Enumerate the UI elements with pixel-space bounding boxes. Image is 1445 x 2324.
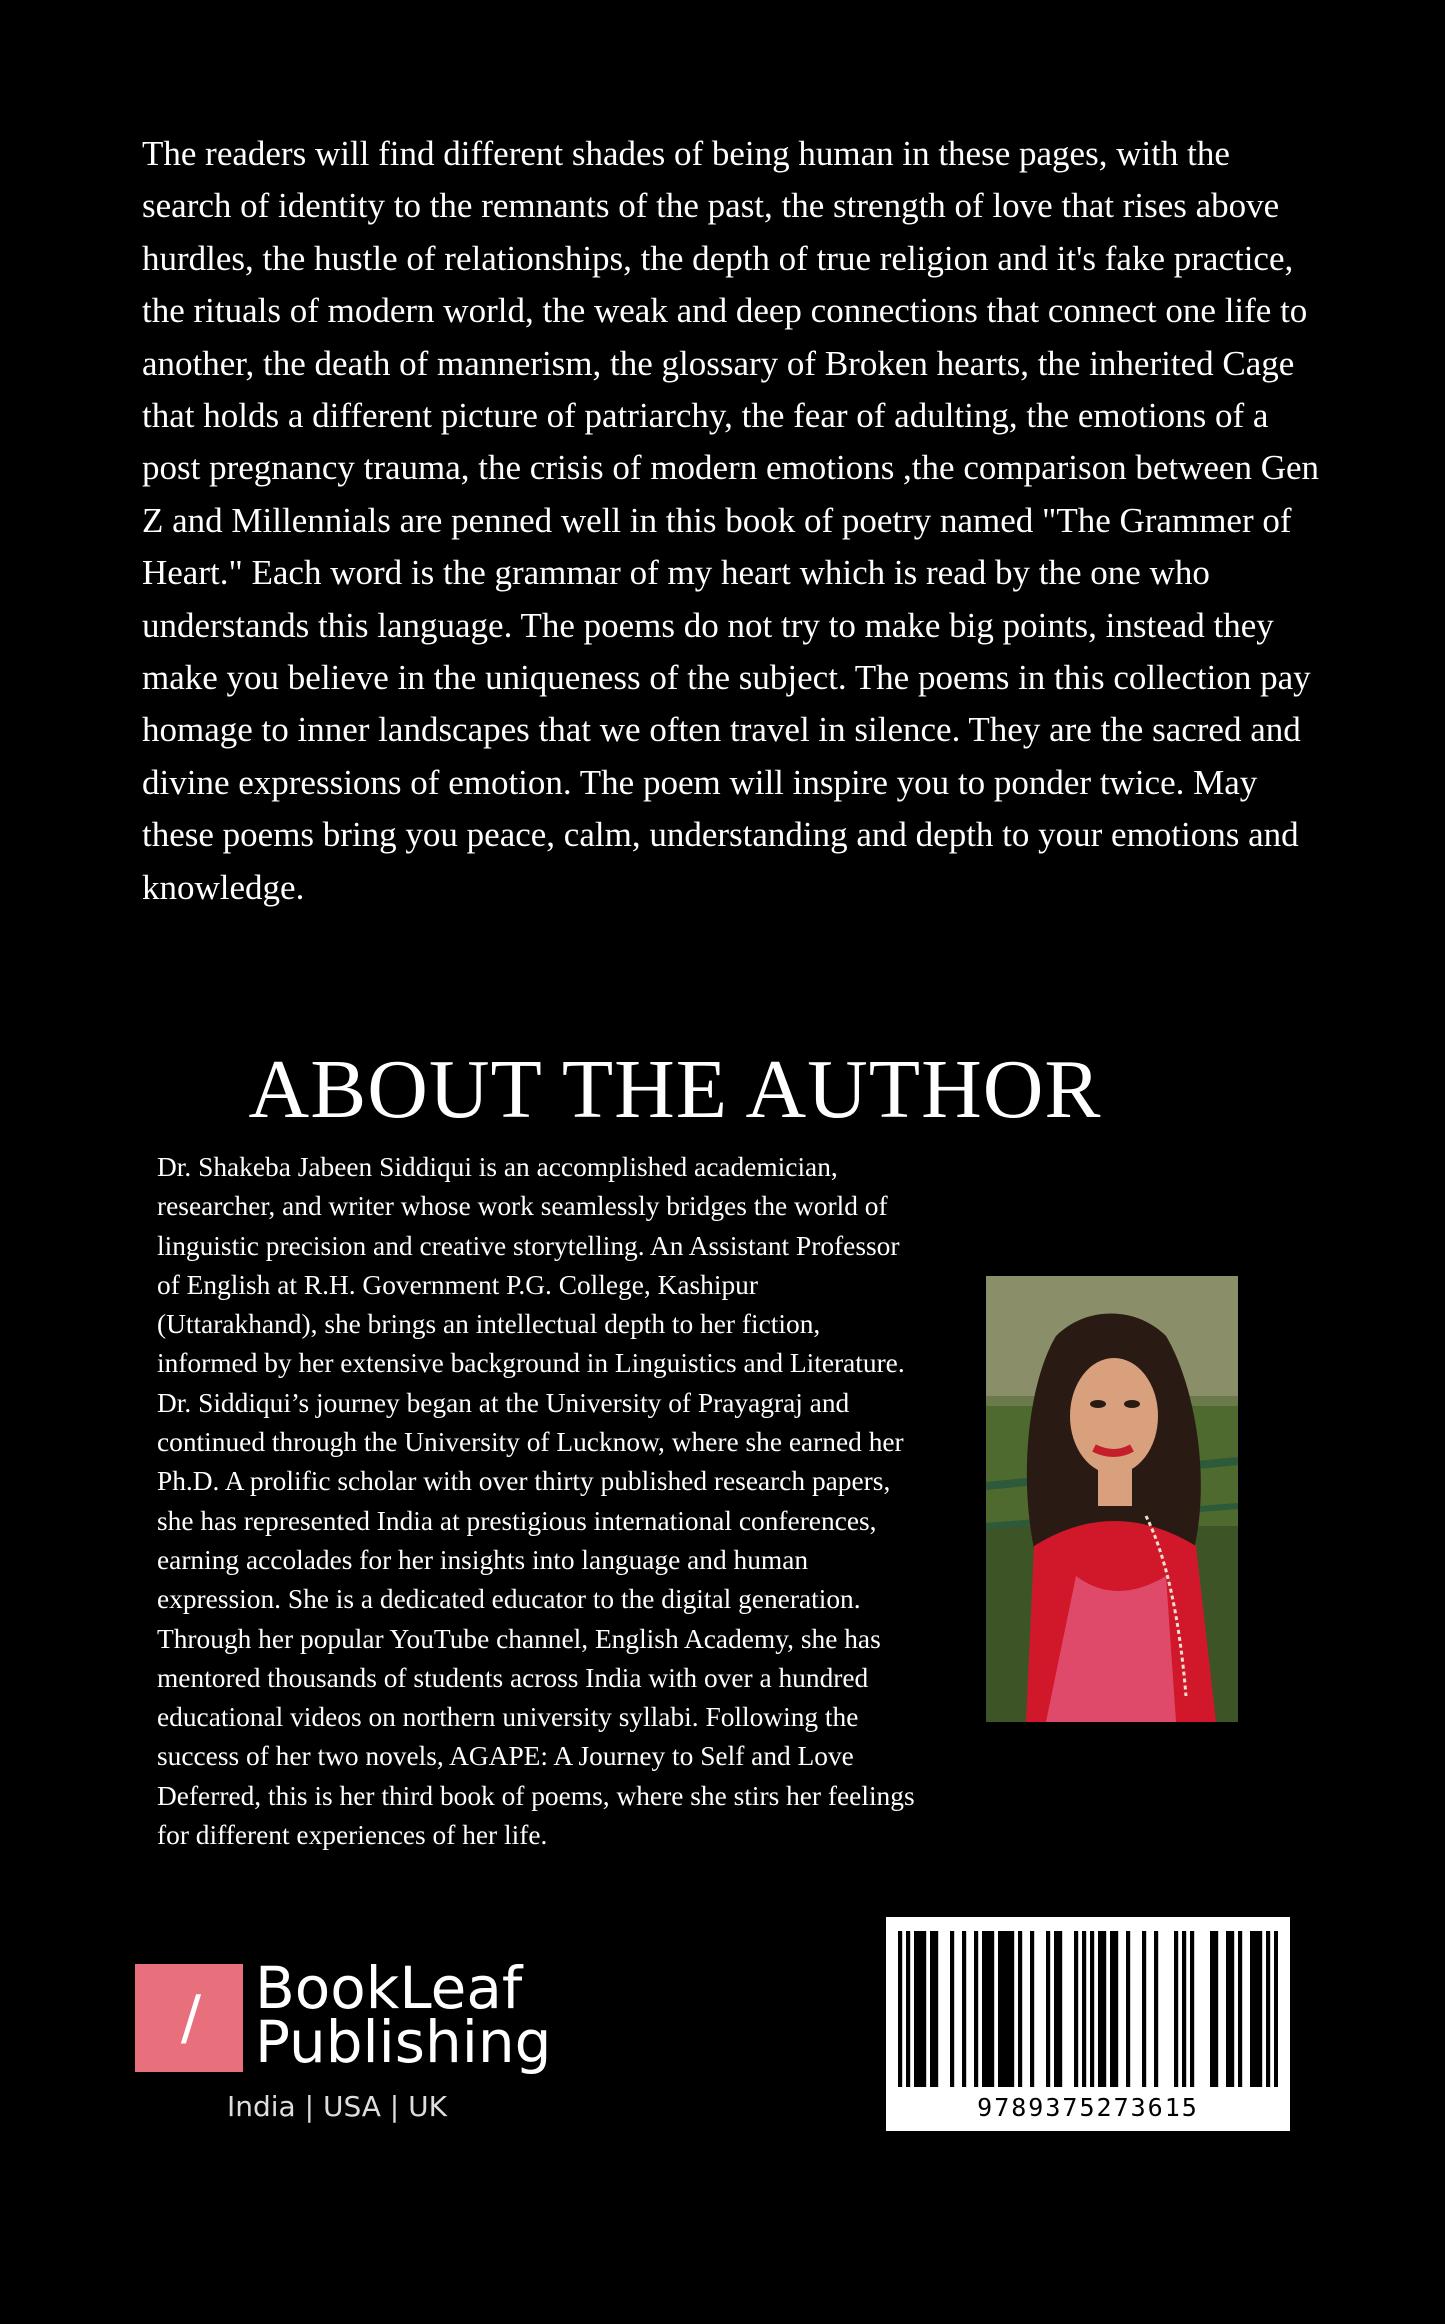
barcode-bar (1250, 1931, 1254, 2087)
isbn-barcode (886, 1917, 1290, 2131)
barcode-bar (990, 1931, 994, 2087)
barcode-bar (1126, 1931, 1130, 2087)
back-cover-blurb: The readers will find different shades of being human in these pages, with the search of identity to the remnants of the past, the strength of love that rises above hurdles, the hustle of relationships, the depth of true religion and it's fake practice, the rituals of modern world, the weak and deep connections that connect one life to another, the death of mannerism, the glossary of Broken hearts, the inherited Cage that holds a different picture of patriarchy, the fear of adulting, the emotions of a post pregnancy trauma, the crisis of modern emotions ,the comparison between Gen Z and Millennials are penned well in this book of poetry named "The Grammer of Heart." Each word is the grammar of my heart which is read by the one who understands this language. The poems do not try to make big points, instead they make you believe in the uniqueness of the subject. The poems in this collection pay homage to inner landscapes that we often travel in silence. They are the sacred and divine expressions of emotion. The poem will inspire you to ponder twice. May these poems bring you peace, calm, understanding and depth to your emotions and knowledge. (142, 134, 1320, 907)
barcode-bar (1142, 1931, 1146, 2087)
barcode-bar (906, 1931, 910, 2087)
logo-mark (135, 1964, 243, 2072)
barcode-bar (962, 1931, 966, 2087)
barcode-bar (974, 1931, 978, 2087)
barcode-bar (982, 1931, 986, 2087)
barcode-bar (1266, 1931, 1270, 2087)
barcode-bar (1174, 1931, 1178, 2087)
barcode-bar (1006, 1931, 1010, 2087)
barcode-bar (1082, 1931, 1086, 2087)
barcode-bars (898, 1931, 1278, 2087)
barcode-bar (1046, 1931, 1050, 2087)
barcode-bar (1154, 1931, 1158, 2087)
author-bio: Dr. Shakeba Jabeen Siddiqui is an accomplished academician, researcher, and writer whose work seamlessly bridges the world of linguistic precision and creative storytelling. An Assistant Professor of English at R.H. Government P.G. College, Kashipur (Uttarakhand), she brings an intellectual depth to her fiction, informed by her extensive background in Linguistics and Literature. Dr. Siddiqui’s journey began at the University of Prayagraj and continued through the University of Lucknow, where she earned her Ph.D. A prolific scholar with over thirty published research papers, she has represented India at prestigious international conferences, earning accolades for her insights into language and human expression. She is a dedicated educator to the digital generation. Through her popular YouTube channel, English Academy, she has mentored thousands of students across India with over a hundred educational videos on northern university syllabi. Following the success of her two novels, AGAPE: A Journey to Self and Love Deferred, this is her third book of poems, where she stirs her feelings for different experiences of her life. (157, 1152, 915, 1851)
barcode-bar (1098, 1931, 1102, 2087)
barcode-bar (922, 1931, 926, 2087)
barcode-bar (1102, 1931, 1106, 2087)
about-author-heading: ABOUT THE AUTHOR (248, 1043, 1102, 1136)
barcode-bar (1114, 1931, 1118, 2087)
barcode-bar (1230, 1931, 1234, 2087)
barcode-bar (1258, 1931, 1262, 2087)
barcode-bar (1002, 1931, 1006, 2087)
publisher-name-line2: Publishing (255, 2008, 552, 2076)
barcode-bar (918, 1931, 922, 2087)
barcode-bar (934, 1931, 938, 2087)
barcode-bar (1274, 1931, 1278, 2087)
barcode-bar (998, 1931, 1002, 2087)
barcode-bar (914, 1931, 918, 2087)
barcode-bar (1090, 1931, 1094, 2087)
barcode-bar (930, 1931, 934, 2087)
barcode-bar (1214, 1931, 1218, 2087)
publisher-regions: India | USA | UK (227, 2090, 447, 2123)
barcode-bar (1058, 1931, 1062, 2087)
barcode-bar (950, 1931, 954, 2087)
barcode-bar (1226, 1931, 1230, 2087)
barcode-bar (1190, 1931, 1194, 2087)
barcode-bar (1254, 1931, 1258, 2087)
bookleaf-publishing-logo (135, 1954, 552, 2134)
barcode-bar (898, 1931, 902, 2087)
barcode-bar (1030, 1931, 1034, 2087)
barcode-bar (986, 1931, 990, 2087)
logo-slash: / (180, 1983, 202, 2053)
author-photo (986, 1276, 1238, 1722)
barcode-bar (1182, 1931, 1186, 2087)
barcode-bar (1010, 1931, 1014, 2087)
barcode-bar (1110, 1931, 1114, 2087)
barcode-bar (1018, 1931, 1022, 2087)
barcode-bar (1054, 1931, 1058, 2087)
author-portrait-illustration (986, 1276, 1238, 1722)
barcode-number: 9789375273615 (977, 2093, 1199, 2122)
publisher-name-line1: BookLeaf (255, 1954, 523, 2022)
barcode-bar (1210, 1931, 1214, 2087)
barcode-bar (1238, 1931, 1242, 2087)
barcode-bar (1074, 1931, 1078, 2087)
